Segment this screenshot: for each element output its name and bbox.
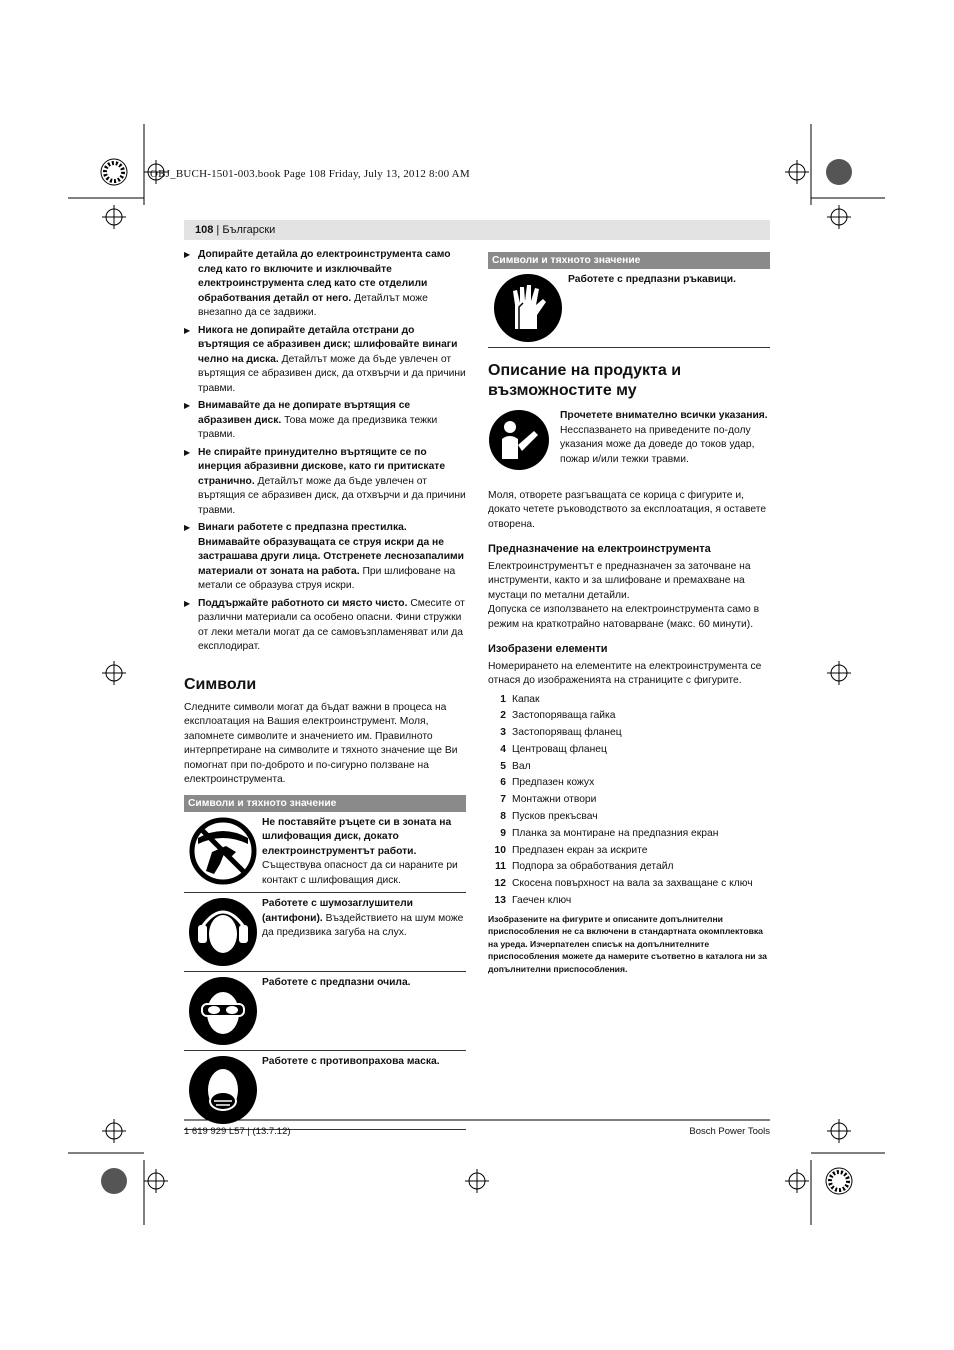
symbol-row: Не поставяйте ръцете си в зоната на шлифоващия диск, докато електроинструментът работи. Съществува опасност да си нараните ри контакт с шлифоващия диск. [184,812,466,894]
ear-protection-icon [188,897,258,967]
list-item: 4 Центроващ фланец [500,743,607,755]
read-instructions-block: Прочетете внимателно всички указания. Несспазването на приведените по-долу указания може да доведе до токов удар, пожар и/или тежки травми. [488,409,770,477]
list-item: 3 Застопоряващ фланец [500,727,622,739]
product-heading: Описание на продукта и възможностите му [488,362,682,399]
fold-out-text: Моля, отворете разгъващата се корица с фигурите и, докато четете ръководството за експлоатация, я оставете отворена. [488,489,767,530]
list-item: 2 Застопоряваща гайка [500,710,616,722]
elements-intro: Номерирането на елементите на електроинструмента се отнася до изображенията на страниците с фигурите. [488,660,762,686]
warning-bullet: ▶ Допирайте детайла до електроинструмента само след като го включите и изключвайте електроинструмента след като сте отделили обработвания детайл от него. Детайлът може внезапно да се задвижи. [184,248,466,321]
warning-bullet: ▶ Поддържайте работното си място чисто. Смесите от различни материали са особено опасни. Фини стружки от леки метали могат да се самовъзпламеняват или да експлодират. [184,597,466,655]
symbols-table-header: Символи и тяхното значение [184,795,466,812]
list-item: 9 Планка за монтиране на предпазния екран [500,827,719,839]
warning-bullet: ▶ Никога не допирайте детайла отстрани до въртящия се абразивен диск; шлифовайте винаги челно на диска. Детайлът може да бъде увлечен от въртящия се абразивен диск, да отхвърчи и да причини травми. [184,324,466,397]
print-slug: OBJ_BUCH-1501-003.book Page 108 Friday, July 13, 2012 8:00 AM [150,168,470,180]
page-header: 108 | Български [195,224,276,236]
symbols-table-header-right: Символи и тяхното значение [488,252,770,269]
footer-left: 1 619 929 L57 | (13.7.12) [184,1126,291,1137]
symbol-row: Работете с предпазни ръкавици. [488,269,770,348]
safety-goggles-icon [188,976,258,1046]
purpose-text-2: Допуска се използването на електроинструмента само в режим на краткотрайно натоварване (макс. 60 минути). [488,604,760,630]
accessories-note: Изобразените на фигурите и описаните допълнителни приспособления не са включени в стандартната окомплектовка на уреда. Изчерпателен списък на допълнителните приспособления можете да намерите съответно в каталога ни за допълнителни приспособления. [488,913,767,974]
symbols-intro: Следните символи могат да бъдат важни в процеса на експлоатация на Вашия електроинструмент. Моля, запомнете символите и значението им. Правилното интерпретиране на символите и тяхното значение ще Ви помогнат при по-доброто и по-сигурно ползване на електроинструмента. [184,701,458,785]
protective-gloves-icon [493,273,563,343]
language-label: Български [222,224,276,236]
list-item: 1 Капак [500,693,540,705]
purpose-heading: Предназначение на електроинструмента [488,543,711,555]
list-item: 10 Предпазен екран за искрите [494,844,648,856]
read-manual-icon [488,409,550,471]
list-item: 13 Гаечен ключ [494,895,572,907]
purpose-text: Електроинструментът е предназначен за заточване на инструменти, както и за шлифоване и премахване на мустаци по метални детайли. [488,560,751,601]
elements-heading: Изобразени елементи [488,643,608,655]
warning-bullet: ▶ Не спирайте принудително въртящите се по инерция абразивни дискове, като ги притискате странично. Детайлът може да бъде увлечен от въртящия се абразивен диск, да отхвърчи и да причини травми. [184,446,466,519]
list-item: 7 Монтажни отвори [500,794,597,806]
footer-right: Bosch Power Tools [689,1126,770,1137]
page-number: 108 [195,224,214,236]
list-item: 6 Предпазен кожух [500,777,595,789]
symbol-row: Работете с шумозаглушители (антифони). Въздействието на шум може да предизвика загуба на слух. [184,893,466,972]
symbols-heading: Символи [184,675,257,693]
right-column [488,252,770,975]
no-hands-icon [188,816,258,886]
warning-bullet: ▶ Винаги работете с предпазна престилка. Внимавайте образуващата се струя искри да не застрашава други лица. Отстренете леснозапалими материали от зоната на работа. При шлифоване на метали се образува струя искри. [184,521,466,594]
list-item: 8 Пусков прекъсвач [500,811,598,823]
warning-bullet: ▶ Внимавайте да не допирате въртящия се абразивен диск. Това може да предизвика тежки травми. [184,399,466,443]
symbol-row: Работете с противопрахова маска. [184,1051,466,1130]
list-item: 11 Подпора за обработвания детайл [495,861,674,873]
elements-list [488,693,770,911]
symbol-row: Работете с предпазни очила. [184,972,466,1051]
dust-mask-icon [188,1055,258,1125]
left-column [184,248,466,1130]
list-item: 5 Вал [500,760,531,772]
list-item: 12 Скосена повърхност на вала за захващане с ключ [494,878,753,890]
